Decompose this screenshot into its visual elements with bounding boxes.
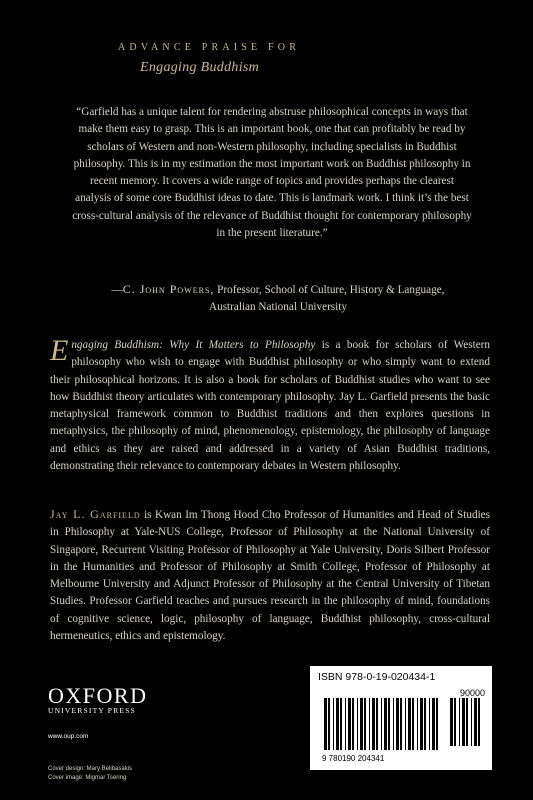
description-body: is a book for scholars of Western philosophy who wish to engage with Buddhist philosophy or who simply want to extend their philosophical horizons. It is also a book for scholars of Buddhist studies who want to see how Buddhist theory articulates with contemporary philosophy. Jay L. Garfield presents the basic metaphysical framework common to Buddhist traditions and then explores questions in metaphysics, the philosophy of mind, phenomenology, epistemology, the philosophy of language and ethics as they are raised and addressed in a variety of Asian Buddhist traditions, demonstrating their relevance to contemporary debates in Western philosophy. (50, 339, 491, 473)
addon-barcode (448, 698, 486, 754)
attrib-role: Professor, School of Culture, History & Language, Australian National University (209, 284, 445, 314)
bio-body: is Kwan Im Thong Hood Cho Professor of Humanities and Head of Studies in Philosophy at Yale-NUS College, Professor of Philosophy at the National University of Singapore, Recurrent Visiting Professor of Philosophy at Yale University, Doris Silbert Professor in the Humanities and Professor of Philosophy at Smith College, Professor of Philosophy at Melbourne University and Adjunct Professor of Philosophy at the Central University of Tibetan Studies. Professor Garfield teaches and pursues research in the philosophy of mind, foundations of cognitive science, logic, philosophy of language, Buddhist philosophy, cross-cultural hermeneutics, ethics and epistemology. (50, 509, 490, 643)
barcode-digits: 9 780190 204341 (322, 754, 385, 762)
oup-wordmark: UNIVERSITY PRESS (48, 706, 136, 715)
oxford-logo: OXFORD (48, 683, 148, 708)
price-code: 90000 (460, 688, 486, 698)
praise-quote: “Garfield has a unique talent for rendering abstruse philosophical concepts in ways that make them easy to grasp. This is an important book, one that can profitably be read by scholars of Western and non-Western philosophy, including specialists in Buddhist philosophy. This is in my estimation the most important work on Buddhist philosophy in recent memory. It covers a wide range of topics and provides perhaps the clearest analysis of some core Buddhist ideas to date. This is landmark work. I think it’s the best cross-cultural analysis of the relevance of Buddhist thought for contemporary philosophy in the present literature.” (72, 106, 472, 240)
cover-design-credit: Cover design: Mary Belibasakis (48, 766, 133, 772)
book-title: Engaging Buddhism (140, 60, 260, 75)
drop-cap: E (50, 334, 69, 367)
attrib-name: C. John Powers, (122, 282, 215, 296)
attrib-dash: — (111, 284, 123, 296)
isbn-label: ISBN 978-0-19-020434-1 (318, 671, 436, 683)
barcode-panel (310, 666, 492, 770)
praise-heading: ADVANCE PRAISE FOR (118, 42, 301, 53)
cover-image-credit: Cover image: Migmar Tsering (48, 775, 127, 781)
ean-barcode (322, 698, 442, 762)
book-description (50, 334, 491, 475)
description-title: ngaging Buddhism: Why It Matters to Philosophy (71, 339, 316, 351)
publisher-website: www.oup.com (48, 733, 89, 740)
author-name: Jay L. Garfield (50, 507, 141, 521)
author-bio (50, 506, 490, 645)
quote-attribution (108, 281, 448, 317)
